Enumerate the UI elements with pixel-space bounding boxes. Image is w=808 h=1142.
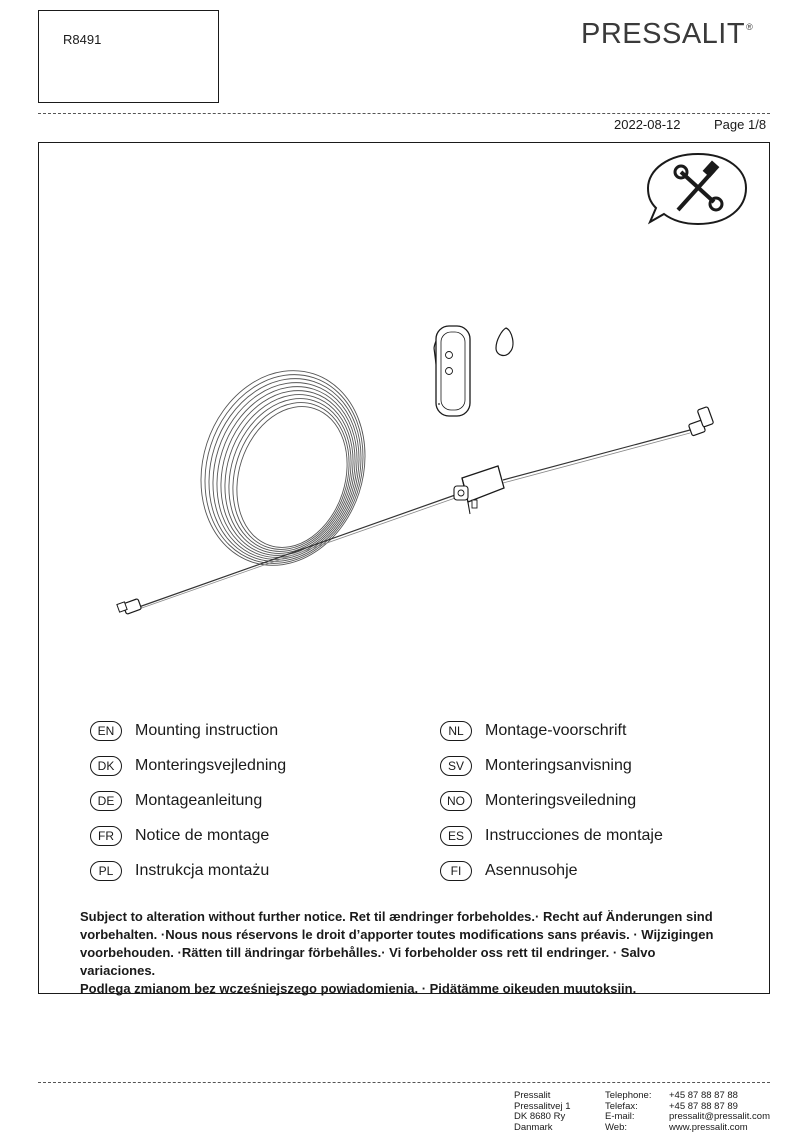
product-code: R8491 xyxy=(63,32,102,47)
address-line: Pressalit xyxy=(514,1090,551,1101)
lang-badge: ES xyxy=(440,826,472,846)
coiled-cable xyxy=(176,349,389,587)
lang-title: Notice de montage xyxy=(135,827,270,844)
disclaimer-line: Podlega zmianom bez wcześniejszego powiadomienia. · Pidätämme oikeuden muutoksiin. xyxy=(80,981,637,996)
angled-connector xyxy=(688,406,713,436)
telephone-value: +45 87 88 87 88 xyxy=(669,1090,738,1101)
product-code-box xyxy=(38,10,219,103)
contact-label: Web: xyxy=(605,1121,628,1133)
lang-badge: EN xyxy=(90,721,122,741)
lang-item-sv xyxy=(440,756,632,776)
disclaimer-text xyxy=(80,908,730,998)
lang-title: Asennusohje xyxy=(485,862,578,879)
lang-badge: SV xyxy=(440,756,472,776)
lang-title: Instrukcja montażu xyxy=(135,862,270,879)
document-date: 2022-08-12 xyxy=(614,117,681,132)
lang-badge: NL xyxy=(440,721,472,741)
contact-label: E-mail: xyxy=(605,1111,635,1122)
page-number: Page 1/8 xyxy=(714,117,767,132)
footer-address xyxy=(514,1091,571,1133)
address-line: Pressalitvej 1 xyxy=(514,1100,571,1112)
registered-mark: ® xyxy=(746,22,754,33)
email-link[interactable]: pressalit@pressalit.com xyxy=(669,1111,770,1122)
lang-badge: DE xyxy=(90,791,122,811)
telefax-value: +45 87 88 87 89 xyxy=(669,1100,738,1112)
lang-item-en xyxy=(90,721,278,741)
lang-badge: NO xyxy=(440,791,472,811)
footer-contact-values xyxy=(669,1091,770,1133)
tools-icon xyxy=(648,154,746,224)
address-line: DK 8680 Ry xyxy=(514,1111,566,1122)
lang-title: Monteringsanvisning xyxy=(485,757,632,774)
lang-item-no xyxy=(440,791,636,811)
header-divider xyxy=(38,113,770,114)
remote-control xyxy=(434,326,470,416)
lang-title: Monteringsvejledning xyxy=(135,757,287,774)
lang-badge: FR xyxy=(90,826,122,846)
lang-title: Montage-voorschrift xyxy=(485,722,627,739)
footer-contact-labels xyxy=(605,1091,651,1133)
lang-item-nl xyxy=(440,721,626,741)
lang-item-de xyxy=(90,791,262,811)
footer-divider xyxy=(38,1082,770,1083)
lang-title: Montageanleitung xyxy=(135,792,263,809)
brand-name: PRESSALIT xyxy=(581,18,746,50)
lang-item-es xyxy=(440,826,663,846)
key-fob-tag xyxy=(496,328,513,355)
disclaimer-line: Subject to alteration without further notice. Ret til ændringer forbeholdes.· Recht auf Änderungen sind xyxy=(80,909,713,924)
lang-title: Monteringsveiledning xyxy=(485,792,637,809)
lang-item-dk xyxy=(90,756,286,776)
contact-label: Telephone: xyxy=(605,1090,652,1101)
control-box xyxy=(454,466,504,514)
lang-title: Instrucciones de montaje xyxy=(485,827,663,844)
cable-connector xyxy=(117,599,142,615)
contact-label: Telefax: xyxy=(605,1100,638,1112)
lang-title: Mounting instruction xyxy=(135,722,279,739)
lang-item-fr xyxy=(90,826,269,846)
web-link[interactable]: www.pressalit.com xyxy=(669,1121,748,1133)
address-line: Danmark xyxy=(514,1121,553,1133)
lang-badge: DK xyxy=(90,756,122,776)
disclaimer-line: vorbehalten. ·Nous nous réservons le droit d’apporter toutes modifications sans préavis. · Wijzigingen xyxy=(80,927,714,942)
lang-item-pl xyxy=(90,861,269,881)
lang-item-fi xyxy=(440,861,578,881)
lang-badge: FI xyxy=(440,861,472,881)
disclaimer-line: voorbehouden. ·Rätten till ändringar förbehålles.· Vi forbeholder oss rett til endringer. · Salvo variaciones. xyxy=(80,945,656,978)
brand-logo xyxy=(581,18,753,51)
product-illustration xyxy=(38,142,770,702)
lang-badge: PL xyxy=(90,861,122,881)
